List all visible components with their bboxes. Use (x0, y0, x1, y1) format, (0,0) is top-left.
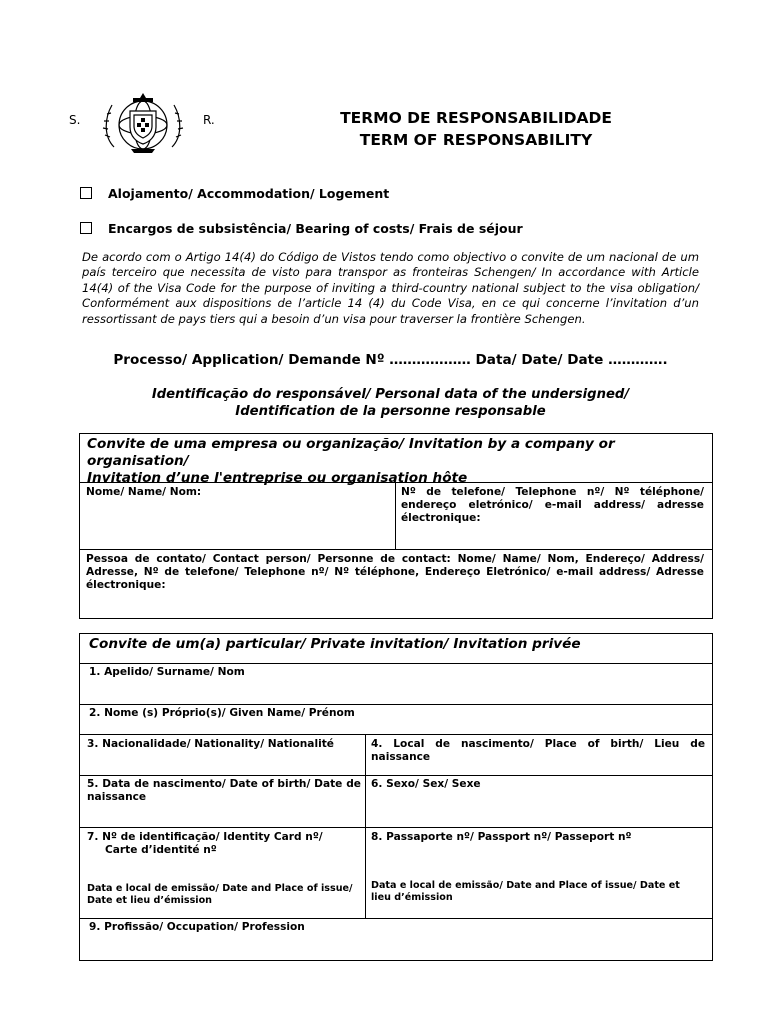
document-title (290, 107, 662, 151)
divider (80, 918, 712, 919)
company-section-header (87, 436, 707, 487)
intro-paragraph (82, 250, 699, 327)
divider (80, 827, 712, 828)
id-issue-date-place-field[interactable]: Data e local de emissão/ Date and Place of issue/ Date et lieu d’émission (87, 883, 353, 906)
costs-checkbox[interactable] (80, 222, 92, 234)
costs-label: Encargos de subsistência/ Bearing of costs/ Frais de séjour (108, 221, 523, 236)
company-header-line-2: Invitation d’une l'entreprise ou organisation hôte (87, 470, 468, 486)
sex-field[interactable]: 6. Sexo/ Sex/ Sexe (371, 778, 481, 790)
place-of-birth-field[interactable]: 4. Local de nascimento/ Place of birth/ Lieu de naissance (371, 738, 705, 763)
date-of-birth-field[interactable]: 5. Data de nascimento/ Date of birth/ Date de naissance (87, 778, 361, 803)
private-invitation-section (79, 633, 713, 961)
nationality-field[interactable]: 3. Nacionalidade/ Nationality/ Nationalité (87, 738, 334, 750)
divider (80, 549, 712, 550)
accommodation-label: Alojamento/ Accommodation/ Logement (108, 186, 390, 201)
identification-line-1: Identificação do responsável/ Personal data of the undersigned/ (151, 387, 630, 402)
divider (80, 704, 712, 705)
accommodation-option[interactable] (80, 186, 389, 201)
header-right-initial: R. (203, 113, 215, 127)
passport-number-field[interactable]: 8. Passaporte nº/ Passport nº/ Passeport nº (371, 831, 632, 843)
occupation-field[interactable]: 9. Profissão/ Occupation/ Profession (89, 921, 305, 933)
identity-card-label: 7. Nº de identificação/ Identity Card nº/ (87, 831, 323, 843)
surname-field[interactable]: 1. Apelido/ Surname/ Nom (89, 666, 245, 678)
company-invitation-section (79, 433, 713, 619)
identity-card-field[interactable] (87, 831, 361, 857)
identity-card-label-line-2: Carte d’identité nº (105, 844, 217, 856)
identification-line-2: Identification de la personne responsable (235, 404, 546, 419)
divider (80, 775, 712, 776)
divider (395, 482, 396, 549)
private-section-header: Convite de um(a) particular/ Private invitation/ Invitation privée (89, 636, 581, 652)
passport-issue-date-place-field[interactable]: Data e local de emissão/ Date and Place of issue/ Date et lieu d’émission (371, 880, 680, 903)
given-name-field[interactable]: 2. Nome (s) Próprio(s)/ Given Name/ Prénom (89, 707, 355, 719)
divider (365, 734, 366, 918)
process-line: Processo/ Application/ Demande Nº ……………… Data/ Date/ Date …………. (113, 352, 668, 368)
coat-of-arms-icon (102, 93, 184, 155)
title-pt: TERMO DE RESPONSABILIDADE (340, 109, 612, 127)
company-header-line-1: Convite de uma empresa ou organização/ Invitation by a company or organisation/ (87, 436, 615, 469)
company-name-field[interactable]: Nome/ Name/ Nom: (86, 486, 202, 498)
title-en: TERM OF RESPONSABILITY (359, 131, 593, 149)
company-phone-email-field[interactable]: Nº de telefone/ Telephone nº/ Nº téléphone/ endereço eletrónico/ e-mail address/ adresse électronique: (401, 486, 704, 524)
accommodation-checkbox[interactable] (80, 187, 92, 199)
divider (80, 663, 712, 664)
intro-text: De acordo com o Artigo 14(4) do Código de Vistos tendo como objectivo o convite de um nacional de um país terceiro que necessita de visto para transpor as fronteiras Schengen/ In accordance with Article 14(4) of the Visa Code for the purpose of inviting a third-country national subject to the visa obligation/ Conformément aux dispositions de l’article 14 (4) du Code Visa, en ce qui concerne l’invitation d’un ressortissant de pays tiers qui a besoin d’un visa pour traverser la frontière Schengen. (82, 250, 699, 326)
contact-person-field[interactable]: Pessoa de contato/ Contact person/ Personne de contact: Nome/ Name/ Nom, Endereço/ Address/ Adresse, Nº de telefone/ Telephone nº/ Nº téléphone, Endereço Eletrónico/ e-mail address/ Adresse électronique: (86, 553, 704, 591)
divider (80, 734, 712, 735)
identification-heading (82, 386, 699, 420)
divider (80, 482, 712, 483)
costs-option[interactable] (80, 221, 523, 236)
header-left-initial: S. (69, 113, 81, 127)
